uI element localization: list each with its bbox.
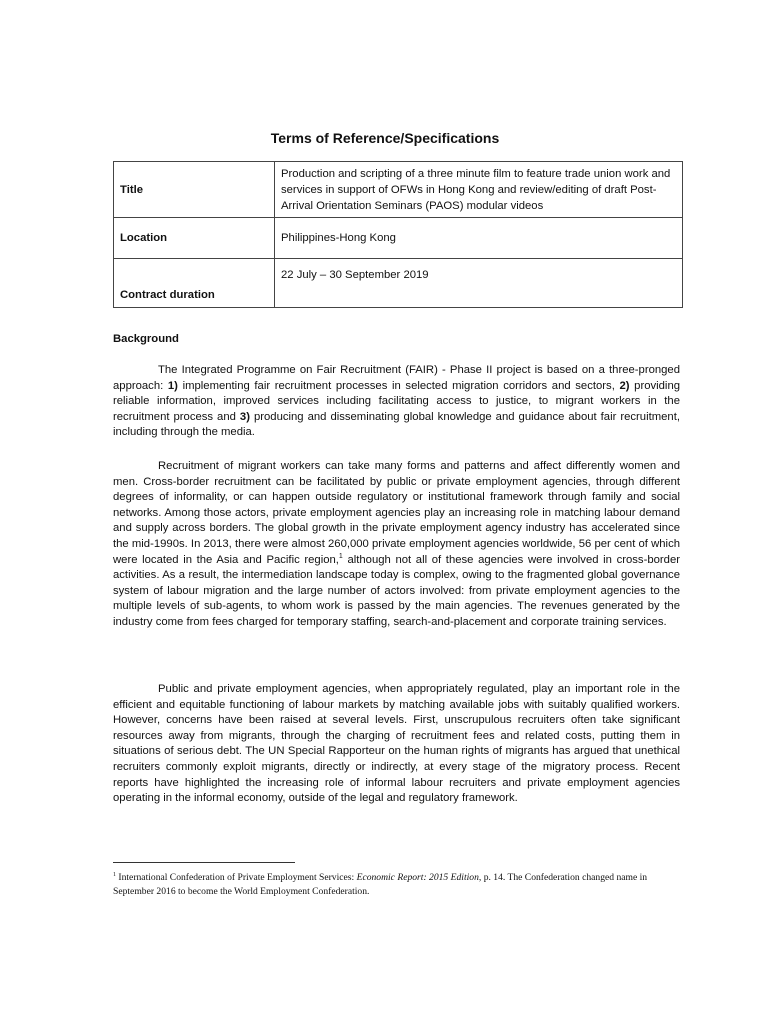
footnote: [113, 871, 683, 898]
paragraph-bold-number: 3): [239, 410, 250, 423]
paragraph-text: The Integrated Programme on Fair Recruitment (FAIR) - Phase II project is based on a three-pronged approach:: [113, 364, 680, 392]
footnote-text: International Confederation of Private Employment Services:: [116, 872, 357, 883]
table-row: [114, 259, 683, 308]
row-value-location: Philippines-Hong Kong: [275, 218, 683, 259]
paragraph-text: producing and disseminating global knowledge and guidance about fair recruitment, including through the media.: [113, 410, 680, 439]
terms-table: [113, 161, 683, 308]
footnote-report-title: Economic Report: 2015 Edition: [356, 872, 479, 883]
background-paragraph-2: [113, 459, 680, 631]
footnote-divider: [113, 862, 295, 863]
background-paragraph-3: Public and private employment agencies, when appropriately regulated, play an important role in the efficient and equitable functioning of labour markets by matching available jobs with suitably qualified workers. However, concerns have been raised at several levels. First, unscrupulous recruiters often take significant resources away from migrants, through the charging of recruitment fees and related costs, putting them in situations of serious debt. The UN Special Rapporteur on the human rights of migrants has argued that unethical recruiters commonly exploit migrants, directly or indirectly, at every stage of the migratory process. Recent reports have highlighted the increasing role of informal labour recruiters and private employment agencies operating in the informal economy, outside of the legal and regulatory framework.: [113, 683, 680, 805]
row-value-contract-duration: 22 July – 30 September 2019: [275, 259, 683, 308]
paragraph-text: implementing fair recruitment processes in selected migration corridors and sectors,: [177, 379, 620, 392]
paragraph-text: providing reliable information, improved services including facilitating access to justice, to migrant workers in the recruitment process and: [113, 379, 681, 423]
page-title: Terms of Reference/Specifications: [270, 130, 500, 146]
footnote-number: 1: [113, 871, 116, 878]
row-label-location: Location: [114, 218, 275, 259]
paragraph-text: although not all of these agencies were involved in cross-border activities. As a result, the intermediation landscape today is complex, owing to the fragmented global governance system of labour migration and the large number of actors involved: from private employment agencies to the multiple levels of sub-agents, to whom work is passed by the main agencies. The revenues generated by the industry come from fees charged for temporary staffing, search-and-placement and corporate training services.: [113, 553, 680, 628]
paragraph-text: Recruitment of migrant workers can take many forms and patterns and affect differently women and men. Cross-border recruitment can be facilitated by public or private employment agencies, through different degrees of informality, or can happen outside regulatory or institutional framework through family and social networks. Among those actors, private employment agencies play an increasing role in matching labour demand and supply across borders. The global growth in the private employment agency industry has accelerated since the mid-1990s. In 2013, there were almost 260,000 private employment agencies worldwide, 56 per cent of which were located in the Asia and Pacific region,: [113, 460, 680, 566]
footnote-reference[interactable]: 1: [338, 552, 343, 560]
row-label-contract-duration: Contract duration: [114, 259, 275, 308]
paragraph-bold-number: 1): [167, 379, 178, 392]
row-value-title: Production and scripting of a three minute film to feature trade union work and services in support of OFWs in Hong Kong and review/editing of draft Post-Arrival Orientation Seminars (PAOS) modular videos: [275, 162, 683, 218]
background-heading: Background: [113, 333, 179, 345]
table-row: [114, 218, 683, 259]
footnote-text: , p. 14. The Confederation changed name in September 2016 to become the World Employment Confederation.: [113, 872, 648, 897]
row-label-title: Title: [114, 162, 275, 218]
background-paragraph-1: [113, 363, 680, 441]
paragraph-bold-number: 2): [619, 379, 630, 392]
table-row: [114, 162, 683, 218]
